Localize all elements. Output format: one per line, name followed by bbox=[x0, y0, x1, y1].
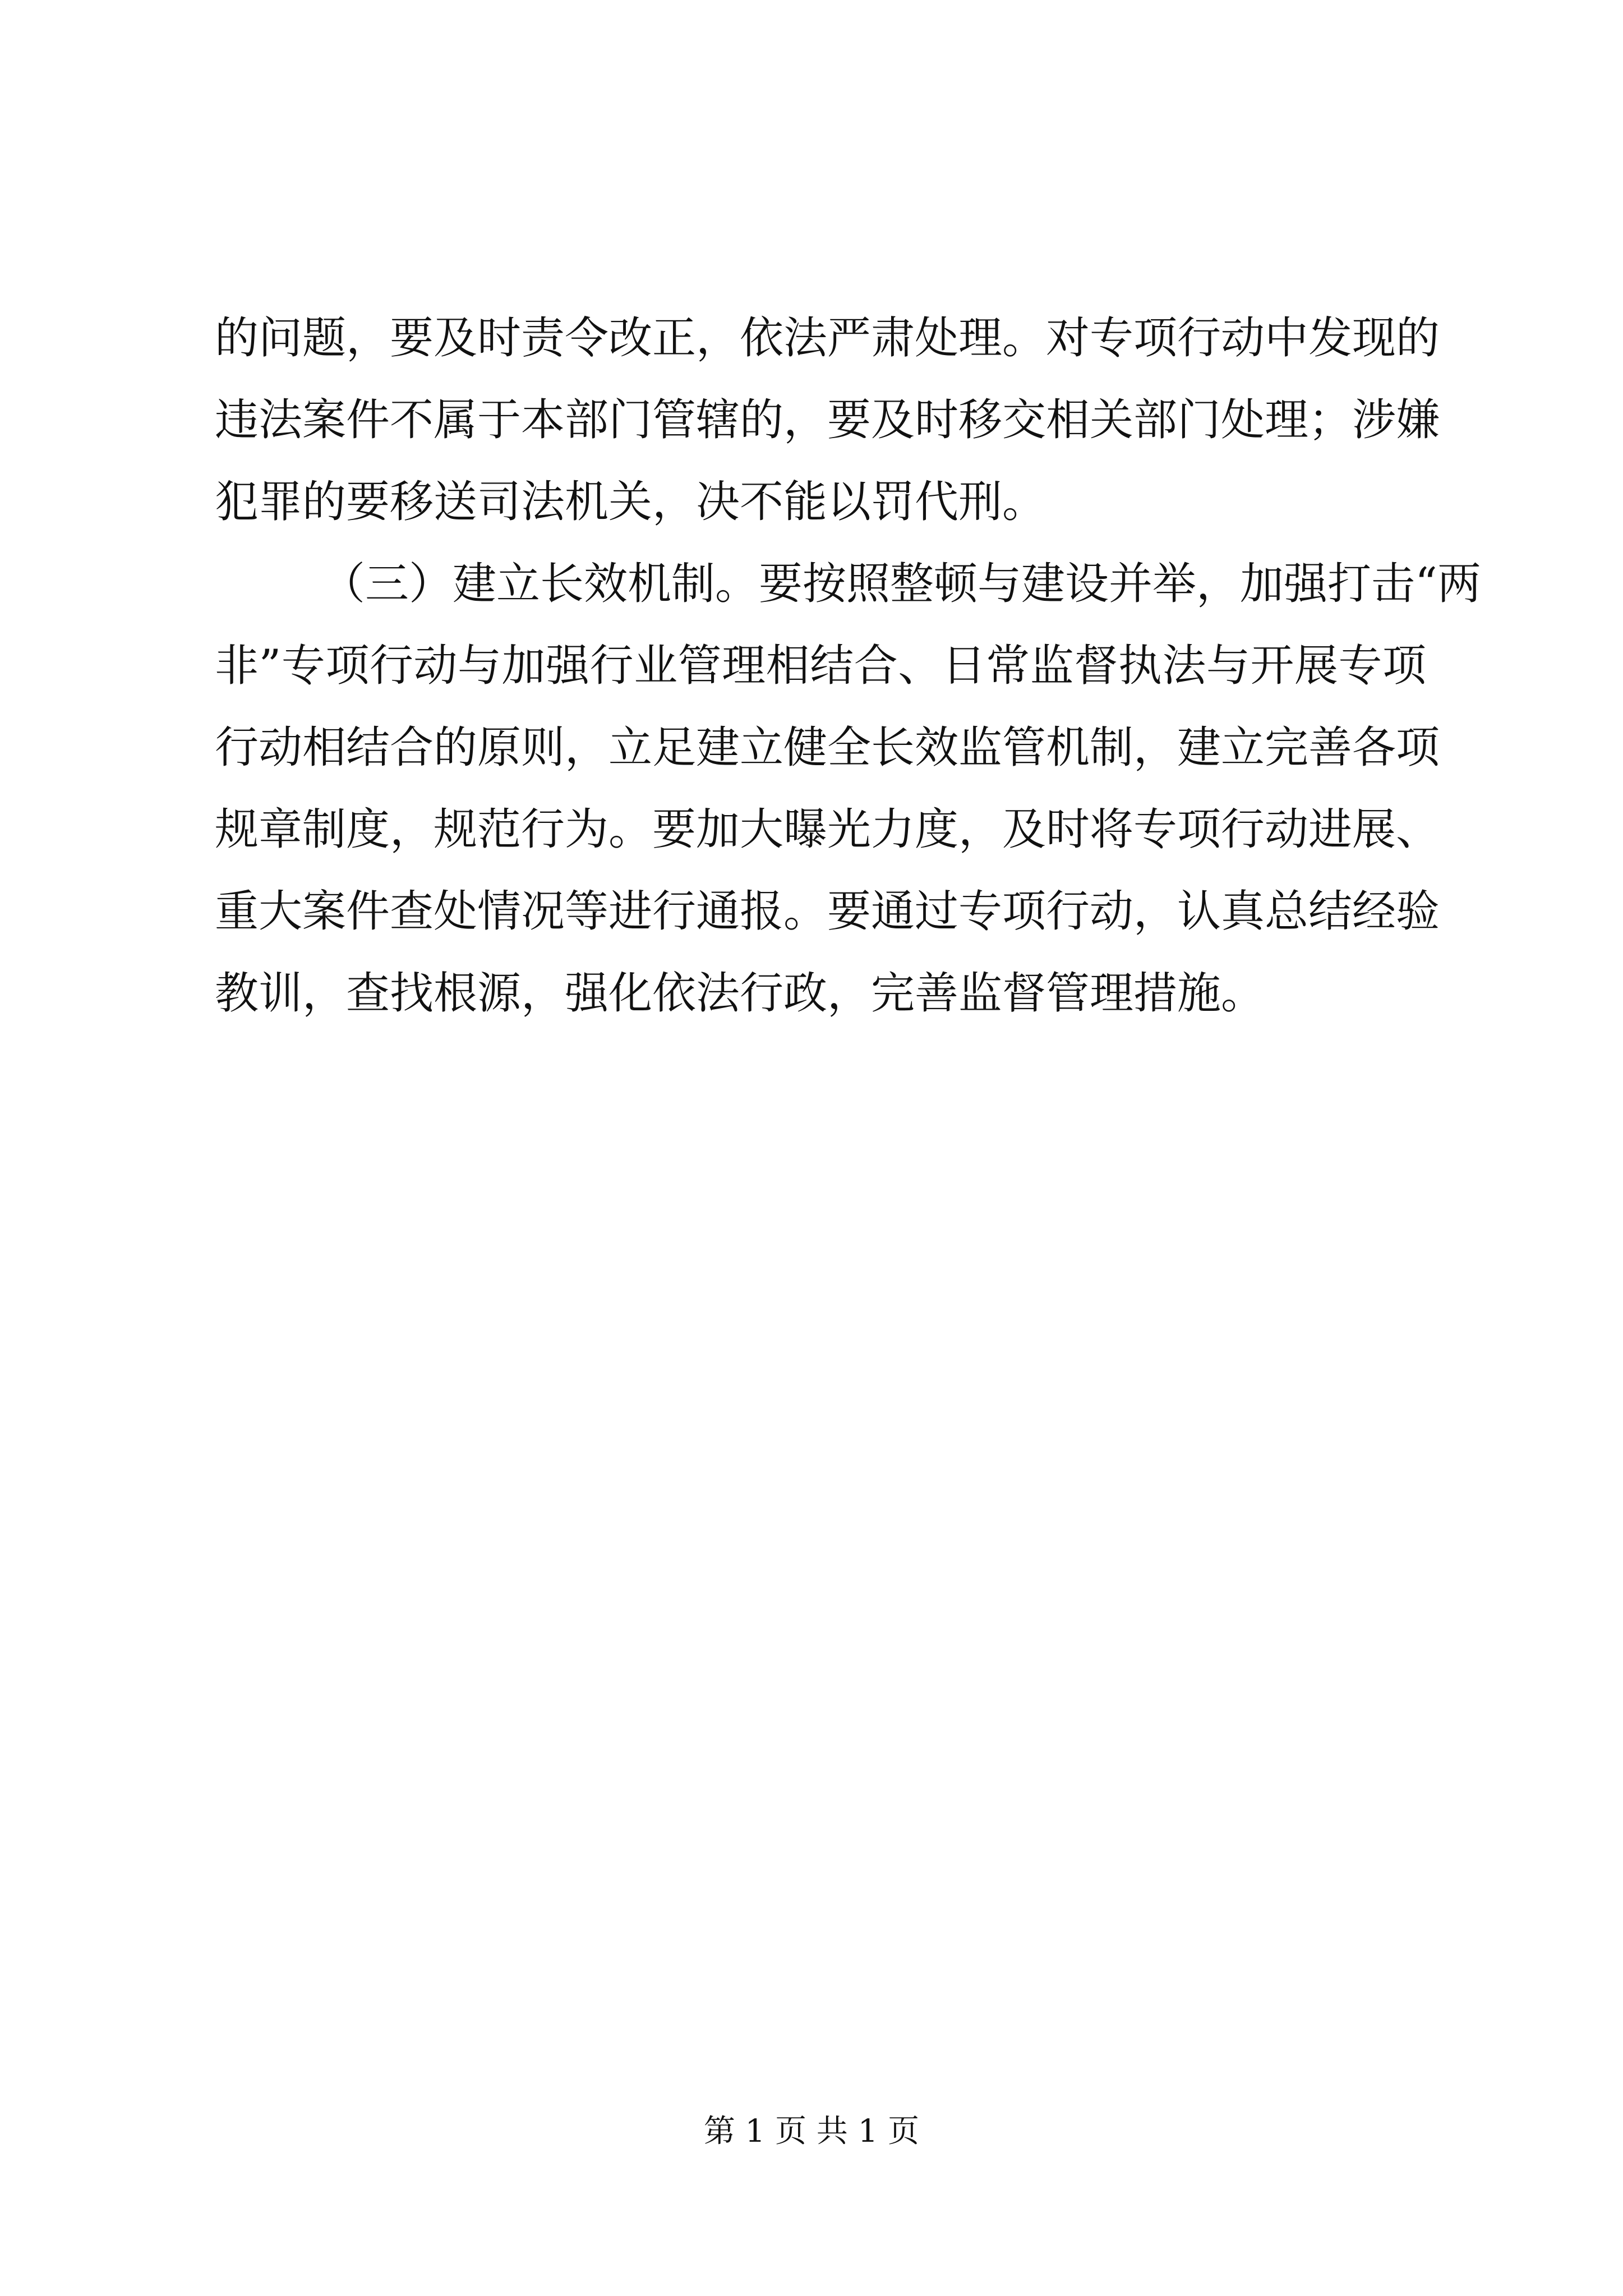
document-body bbox=[215, 297, 1481, 1034]
page-number-footer: 第 1 页 共 1 页 bbox=[703, 2113, 920, 2150]
text-line: 非”专项行动与加强行业管理相结合、日常监督执法与开展专项 bbox=[215, 641, 1426, 691]
text-line: 规章制度，规范行为。要加大曝光力度，及时将专项行动进展、 bbox=[215, 804, 1440, 855]
paragraph-2 bbox=[215, 543, 1481, 1034]
text-line: 犯罪的要移送司法机关，决不能以罚代刑。 bbox=[215, 477, 1046, 527]
text-line: （三）建立长效机制。要按照整顿与建设并举，加强打击“两 bbox=[321, 559, 1481, 609]
text-line: 重大案件查处情况等进行通报。要通过专项行动，认真总结经验 bbox=[215, 886, 1440, 937]
text-line: 违法案件不属于本部门管辖的，要及时移交相关部门处理；涉嫌 bbox=[215, 395, 1440, 445]
text-line: 教训，查找根源，强化依法行政，完善监督管理措施。 bbox=[215, 968, 1265, 1019]
text-line: 的问题，要及时责令改正，依法严肃处理。对专项行动中发现的 bbox=[215, 313, 1440, 364]
paragraph-1 bbox=[215, 297, 1440, 543]
text-line: 行动相结合的原则，立足建立健全长效监管机制，建立完善各项 bbox=[215, 723, 1440, 773]
